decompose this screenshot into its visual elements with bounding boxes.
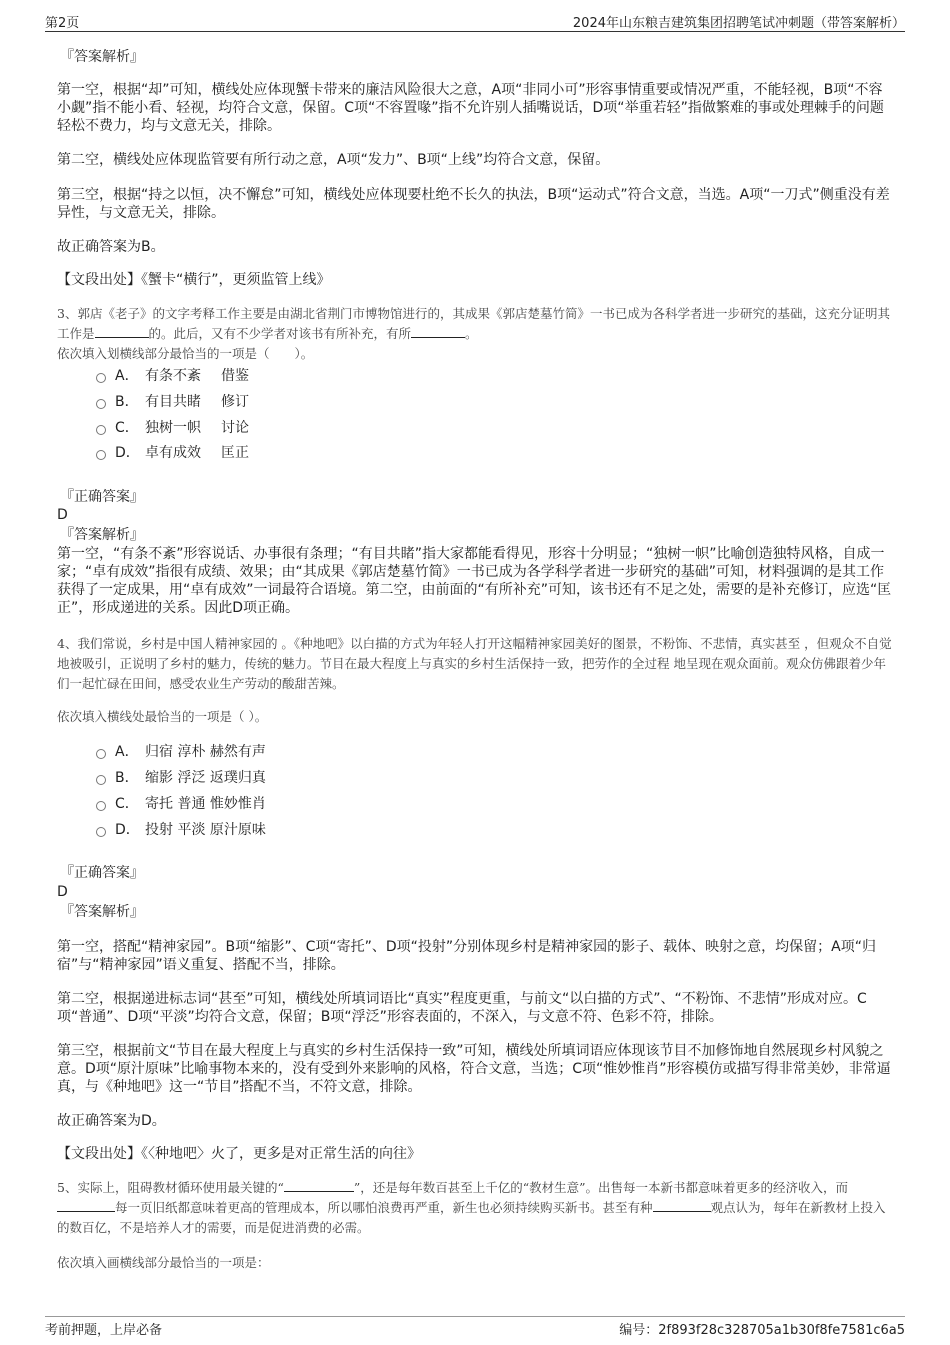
radio-icon[interactable] <box>96 373 106 383</box>
q3-analysis: 第一空，“有条不紊”形容说话、办事很有条理；“有目共睹”指大家都能看得见，形容十分明显；“独树一帜”比喻创造独特风格，自成一家；“卓有成效”指很有成绩、效果；由“其成果《郭店楚墓竹简》一书已成为各学科学者进一步研究的基础”可知，材料强调的是其工作获得了一定成果，用“卓有成效”一词最符合语境。第二空，由前面的“有所补充”可知，该书还有不足之处，需要的是补充修订，应选“匡正”，形成递进的关系。因此D项正确。 <box>57 546 892 616</box>
q4-analysis-para1: 第一空，搭配“精神家园”。B项“缩影”、C项“寄托”、D项“投射”分别体现乡村是精神家园的影子、载体、映射之意，均保留；A项“归宿”与“精神家园”语义重复、搭配不当，排除。 <box>57 939 877 973</box>
q3-correct-answer: D <box>57 507 68 523</box>
q4-stem: 4、我们常说，乡村是中国人精神家园的 。《种地吧》以白描的方式为年轻人打开这幅精神家园美好的图景，不粉饰、不悲情，真实甚至 ，但观众不自觉地被吸引，正说明了乡村的魅力，传统的魅力。节目在最大程度上与真实的乡村生活保持一致，把劳作的全过程 地呈现在观众面前。观众仿佛跟着少年们一起忙碌在田间，感受农业生产劳动的酸甜苦辣。 <box>57 636 892 691</box>
q2-analysis-para2: 第二空，横线处应体现监管要有所行动之意，A项“发力”、B项“上线”均符合文意，保留。 <box>57 152 610 168</box>
q4-correct-label: 『正确答案』 <box>60 865 144 881</box>
document-id: 编号：2f893f28c328705a1b30f8fe7581c6a5 <box>619 1323 905 1338</box>
page-number: 第2页 <box>45 16 80 31</box>
document-title: 2024年山东粮吉建筑集团招聘笔试冲刺题（带答案解析） <box>572 16 905 31</box>
q4-option-c[interactable]: C． 寄托 普通 惟妙惟肖 <box>96 794 266 814</box>
radio-icon[interactable] <box>96 827 106 837</box>
q3-correct-label: 『正确答案』 <box>60 489 144 505</box>
q3-stem-part3: 。 <box>465 326 478 341</box>
q2-analysis-label: 『答案解析』 <box>60 49 144 65</box>
radio-icon[interactable] <box>96 801 106 811</box>
q2-conclusion: 故正确答案为B。 <box>57 239 165 255</box>
footer-slogan: 考前押题，上岸必备 <box>45 1323 163 1338</box>
q3-option-d[interactable]: D． 卓有成效 匡正 <box>96 443 249 463</box>
q4-analysis-label: 『答案解析』 <box>60 904 144 920</box>
q5-stem <box>57 1178 895 1238</box>
q5-stem-part4: 观点认为，每年在新教材上投入的数百亿，不是培养人才的需要，而是促进消费的必需。 <box>57 1200 886 1235</box>
q5-blank-2 <box>57 1198 115 1212</box>
q3-option-a[interactable]: A． 有条不紊 借鉴 <box>96 366 249 386</box>
q3-stem <box>57 304 895 344</box>
q4-analysis-para3: 第三空，根据前文“节目在最大程度上与真实的乡村生活保持一致”可知，横线处所填词语应体现该节目不加修饰地自然展现乡村风貌之意。D项“原汁原味”比喻事物本来的，没有受到外来影响的风格，符合文意，当选；C项“惟妙惟肖”形容模仿或描写得非常美妙，非常逼真，与《种地吧》这一“节目”搭配不当，不符文意，排除。 <box>57 1043 891 1095</box>
q3-stem-part2: 的。此后，又有不少学者对该书有所补充，有所 <box>148 326 412 341</box>
q4-conclusion: 故正确答案为D。 <box>57 1113 166 1129</box>
q4-source: 【文段出处】《〈种地吧〉火了，更多是对正常生活的向往》 <box>57 1146 421 1162</box>
q4-option-d[interactable]: D． 投射 平淡 原汁原味 <box>96 820 266 840</box>
q5-stem-part1: 5、实际上，阻碍教材循环使用最关键的“ <box>57 1180 284 1195</box>
q4-correct-answer: D <box>57 884 68 900</box>
q3-blank-1 <box>95 324 149 338</box>
q5-stem-part3: 每一页旧纸都意味着更高的管理成本，所以哪怕浪费再严重，新生也必须持续购买新书。甚至有种 <box>115 1200 653 1215</box>
q5-stem-part2: ”，还是每年数百甚至上千亿的“教材生意”。出售每一本新书都意味着更多的经济收入，而 <box>353 1180 849 1195</box>
q5-prompt: 依次填入画横线部分最恰当的一项是： <box>57 1255 270 1270</box>
q3-stem-part1: 3、郭店《老子》的文字考释工作主要是由湖北省荆门市博物馆进行的，其成果《郭店楚墓竹简》一书已成为各科学者进一步研究的基础，这充分证明其工作是 <box>57 306 890 341</box>
q3-prompt: 依次填入划横线部分最恰当的一项是（ ）。 <box>57 346 314 361</box>
q4-option-b[interactable]: B． 缩影 浮泛 返璞归真 <box>96 768 266 788</box>
page-header <box>45 10 905 32</box>
q2-source: 【文段出处】《蟹卡“横行”，更须监管上线》 <box>57 272 331 288</box>
radio-icon[interactable] <box>96 749 106 759</box>
q4-prompt: 依次填入横线处最恰当的一项是（ ）。 <box>57 709 268 724</box>
q2-analysis-para3: 第三空，根据“持之以恒，决不懈怠”可知，横线处应体现要杜绝不长久的执法，B项“运动式”符合文意，当选。A项“一刀式”侧重没有差异性，与文意无关，排除。 <box>57 187 890 221</box>
radio-icon[interactable] <box>96 425 106 435</box>
q4-analysis-para2: 第二空，根据递进标志词“甚至”可知，横线处所填词语比“真实”程度更重，与前文“以白描的方式”、“不粉饰、不悲情”形成对应。C项“普通”、D项“平淡”均符合文意，保留；B项“浮泛”形容表面的，不深入，与文意不符、色彩不符，排除。 <box>57 991 867 1025</box>
radio-icon[interactable] <box>96 399 106 409</box>
q5-blank-3 <box>653 1198 711 1212</box>
q3-blank-2 <box>411 324 465 338</box>
q2-analysis-para1: 第一空，根据“却”可知，横线处应体现蟹卡带来的廉洁风险很大之意，A项“非同小可”形容事情重要或情况严重，不能轻视，B项“不容小觑”指不能小看、轻视，均符合文意，保留。C项“不容置喙”指不允许别人插嘴说话，D项“举重若轻”指做繁难的事或处理棘手的问题轻松不费力，均与文意无关，排除。 <box>57 82 884 134</box>
radio-icon[interactable] <box>96 450 106 460</box>
q3-option-b[interactable]: B． 有目共睹 修订 <box>96 392 249 412</box>
page-footer <box>45 1316 905 1336</box>
q5-blank-1 <box>284 1178 354 1192</box>
q3-analysis-label: 『答案解析』 <box>60 527 144 543</box>
q3-option-c[interactable]: C． 独树一帜 讨论 <box>96 418 249 438</box>
radio-icon[interactable] <box>96 775 106 785</box>
q4-option-a[interactable]: A． 归宿 淳朴 赫然有声 <box>96 742 266 762</box>
